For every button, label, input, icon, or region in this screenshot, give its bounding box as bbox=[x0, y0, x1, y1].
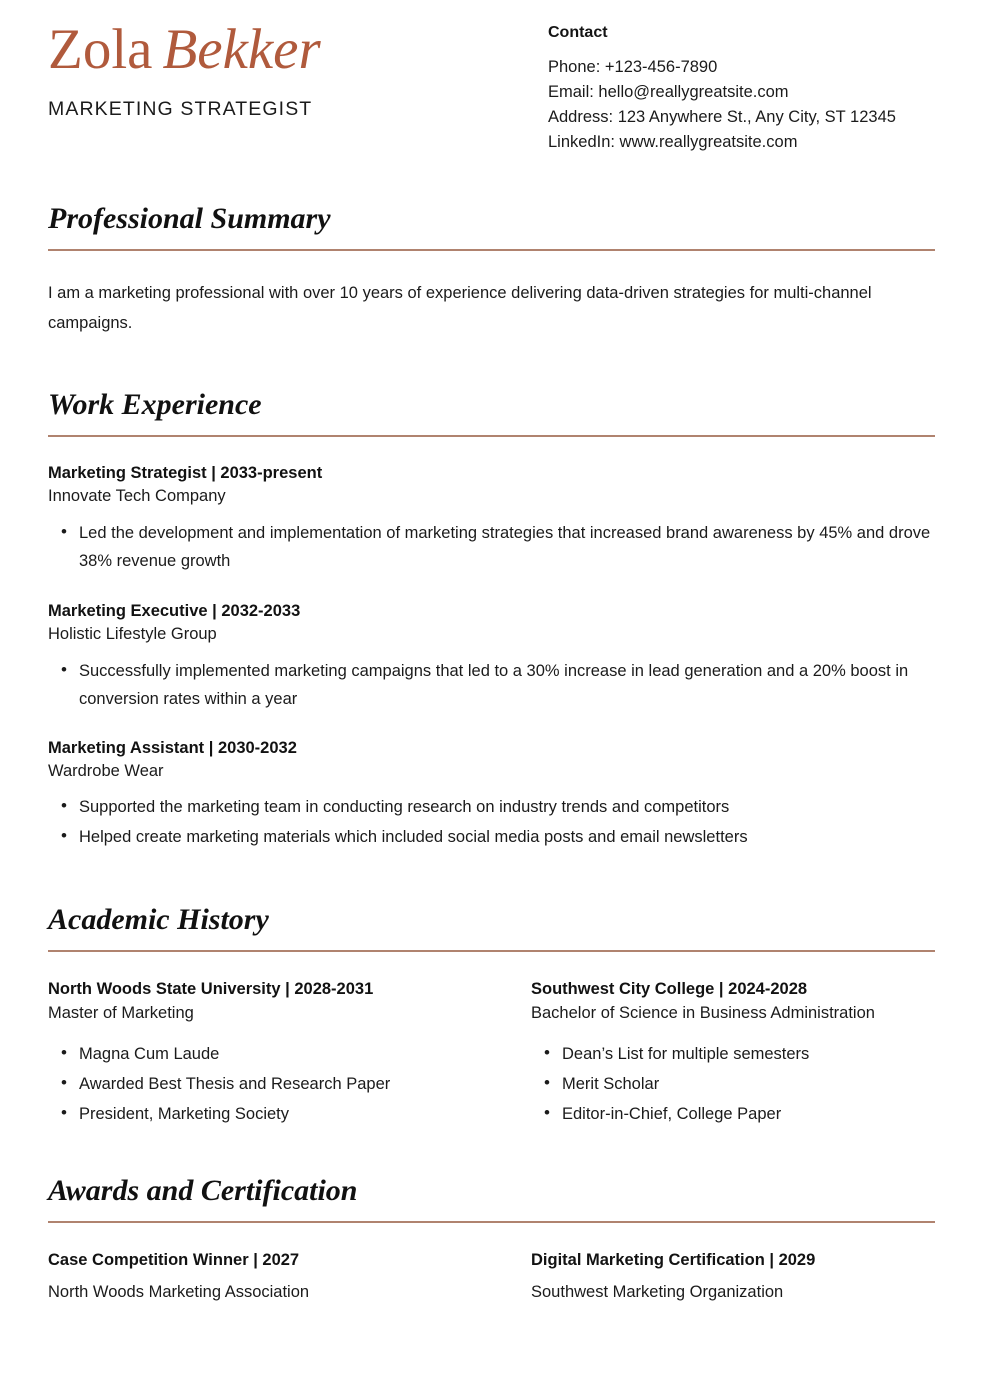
academic-columns bbox=[48, 978, 944, 1130]
resume-header bbox=[48, 0, 944, 155]
section-divider bbox=[48, 249, 935, 251]
work-entry bbox=[48, 600, 944, 713]
work-entry bbox=[48, 737, 944, 852]
work-entry-title: Marketing Executive | 2032-2033 bbox=[48, 601, 301, 620]
list-item: • Dean’s List for multiple semesters bbox=[531, 1040, 944, 1068]
section-divider bbox=[48, 435, 935, 437]
work-entry-bullets bbox=[48, 519, 944, 575]
section-work-experience bbox=[48, 388, 944, 851]
contact-linkedin[interactable]: LinkedIn: www.reallygreatsite.com bbox=[548, 133, 798, 151]
awards-columns bbox=[48, 1249, 944, 1305]
header-identity bbox=[48, 20, 548, 121]
contact-address: Address: 123 Anywhere St., Any City, ST 12345 bbox=[548, 108, 896, 126]
work-entry-company: Wardrobe Wear bbox=[48, 761, 164, 780]
section-title-work-experience: Work Experience bbox=[48, 388, 262, 421]
award-entry-org: North Woods Marketing Association bbox=[48, 1282, 310, 1301]
contact-email[interactable]: Email: hello@reallygreatsite.com bbox=[548, 83, 789, 101]
academic-entry-degree: Master of Marketing bbox=[48, 1003, 194, 1022]
academic-entry bbox=[531, 978, 944, 1130]
list-item: • Led the development and implementation of marketing strategies that increased brand awareness by 45% and drove 38% revenue growth bbox=[48, 519, 944, 575]
academic-entry-bullets bbox=[48, 1040, 531, 1128]
list-item: • Helped create marketing materials which included social media posts and email newsletters bbox=[48, 823, 944, 851]
award-entry-title: Case Competition Winner | 2027 bbox=[48, 1251, 300, 1270]
academic-entry-title: Southwest City College | 2024-2028 bbox=[531, 980, 808, 999]
award-entry bbox=[48, 1249, 531, 1305]
academic-entry-bullets bbox=[531, 1040, 944, 1128]
work-entry-company: Holistic Lifestyle Group bbox=[48, 625, 217, 644]
contact-phone: Phone: +123-456-7890 bbox=[548, 58, 718, 76]
professional-summary-text: I am a marketing professional with over 10 years of experience delivering data-driven strategies for multi-channel campaigns. bbox=[48, 284, 872, 332]
academic-entry-degree: Bachelor of Science in Business Administration bbox=[531, 1003, 875, 1022]
list-item: • Editor-in-Chief, College Paper bbox=[531, 1100, 944, 1128]
list-item: • Supported the marketing team in conducting research on industry trends and competitors bbox=[48, 793, 944, 821]
list-item: • Magna Cum Laude bbox=[48, 1040, 531, 1068]
list-item: • President, Marketing Society bbox=[48, 1100, 531, 1128]
contact-heading: Contact bbox=[548, 24, 608, 41]
list-item: • Merit Scholar bbox=[531, 1070, 944, 1098]
candidate-job-title: MARKETING STRATEGIST bbox=[48, 97, 313, 120]
section-awards-certification bbox=[48, 1174, 944, 1305]
candidate-last-name: Bekker bbox=[162, 18, 321, 81]
work-entry bbox=[48, 462, 944, 575]
section-title-academic-history: Academic History bbox=[48, 903, 269, 937]
section-professional-summary bbox=[48, 202, 944, 338]
work-entry-bullets bbox=[48, 793, 944, 851]
work-entry-company: Innovate Tech Company bbox=[48, 487, 226, 506]
work-entry-bullets bbox=[48, 657, 944, 713]
candidate-first-name: Zola bbox=[48, 18, 153, 81]
award-entry-title: Digital Marketing Certification | 2029 bbox=[531, 1251, 816, 1270]
section-title-professional-summary: Professional Summary bbox=[48, 202, 331, 235]
award-entry-org: Southwest Marketing Organization bbox=[531, 1282, 784, 1301]
work-entry-title: Marketing Strategist | 2033-present bbox=[48, 464, 323, 482]
list-item: • Awarded Best Thesis and Research Paper bbox=[48, 1070, 531, 1098]
academic-entry-title: North Woods State University | 2028-2031 bbox=[48, 980, 374, 999]
section-divider bbox=[48, 1221, 935, 1223]
candidate-name bbox=[48, 20, 548, 80]
award-entry bbox=[531, 1249, 944, 1305]
section-divider bbox=[48, 950, 935, 952]
academic-entry bbox=[48, 978, 531, 1130]
work-entry-title: Marketing Assistant | 2030-2032 bbox=[48, 738, 297, 757]
list-item: • Successfully implemented marketing campaigns that led to a 30% increase in lead generation and a 20% boost in conversion rates within a year bbox=[48, 657, 944, 713]
contact-block bbox=[548, 20, 944, 155]
section-academic-history bbox=[48, 903, 944, 1130]
section-title-awards-certification: Awards and Certification bbox=[48, 1174, 358, 1208]
